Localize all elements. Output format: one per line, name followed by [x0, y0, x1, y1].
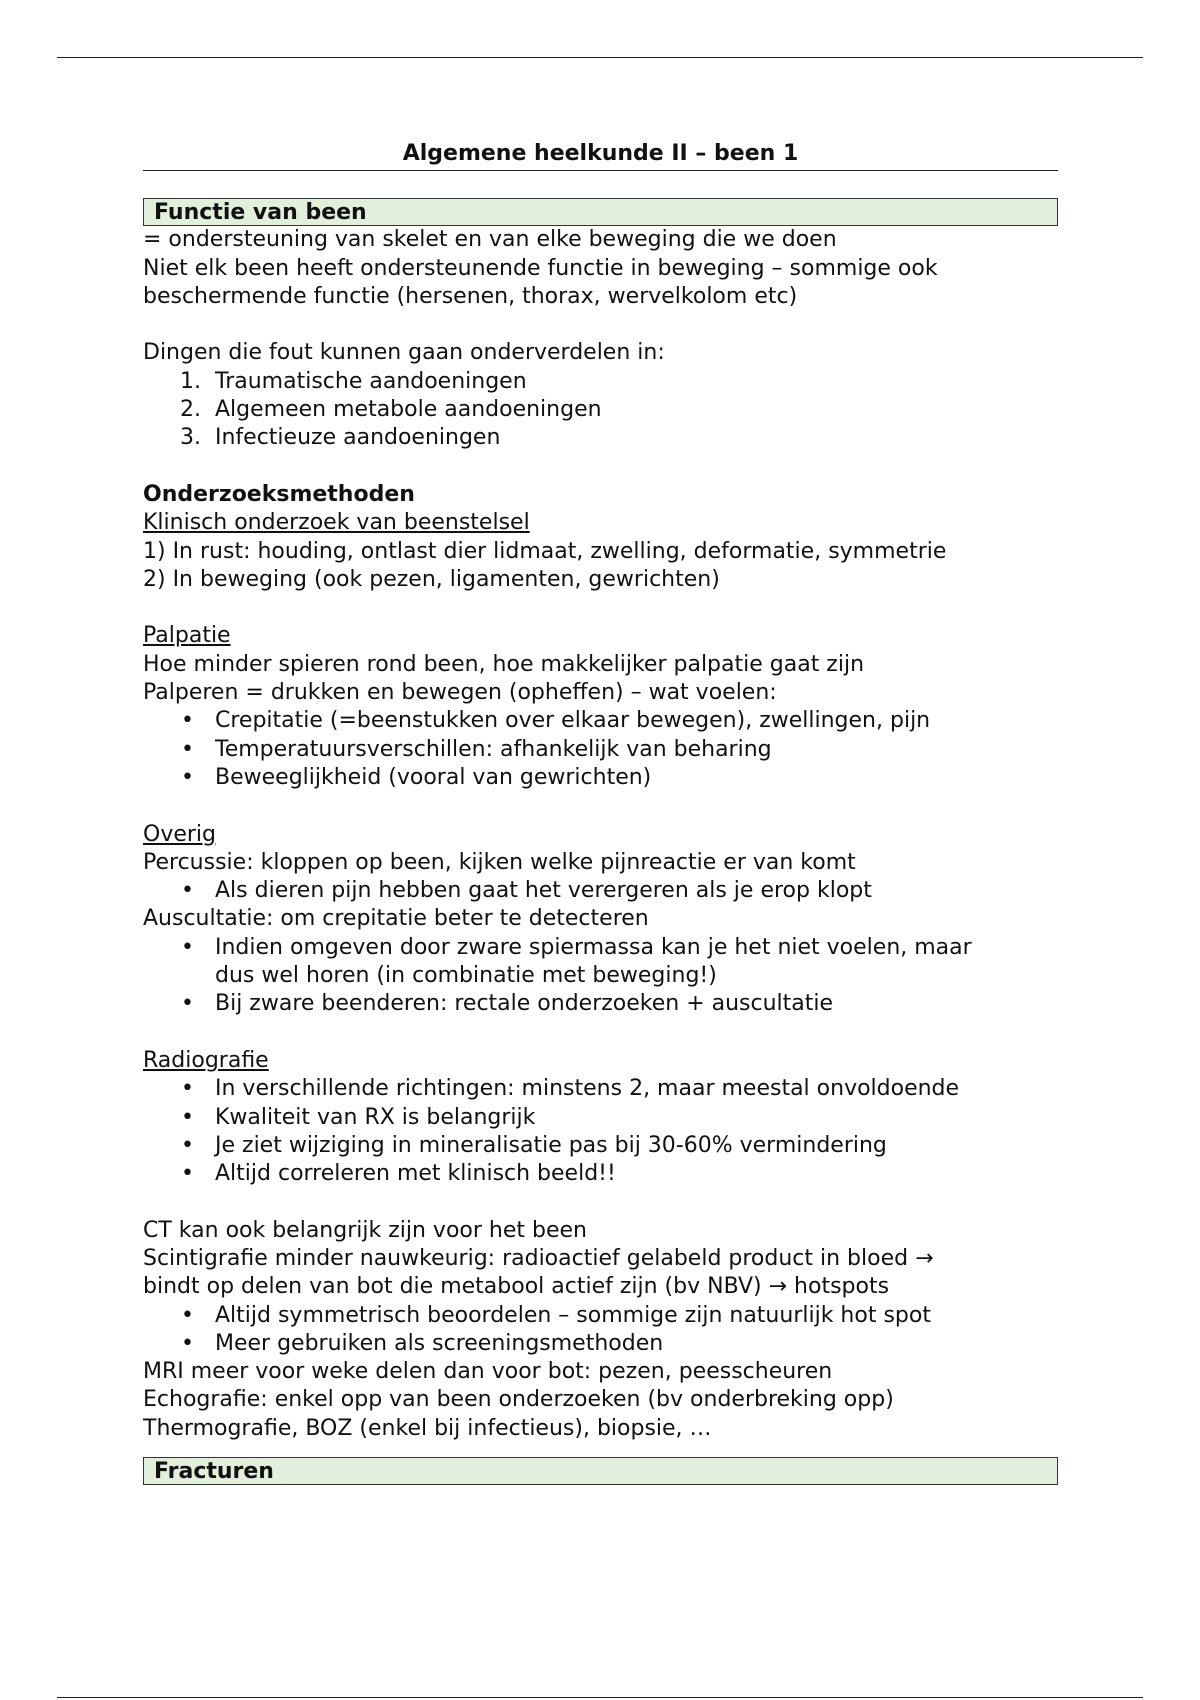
subheading-overig: Overig	[143, 821, 216, 847]
list-number: 3.	[180, 425, 201, 451]
paragraph-line: Scintigrafie minder nauwkeurig: radioactief gelabeld product in bloed →	[143, 1245, 934, 1271]
page-top-rule	[57, 57, 1143, 58]
bullet-text: In verschillende richtingen: minstens 2, maar meestal onvoldoende	[215, 1076, 960, 1102]
list-number: 2.	[180, 397, 201, 423]
section-heading-functie: Functie van been	[143, 198, 1058, 226]
section-heading-fracturen: Fracturen	[143, 1457, 1058, 1485]
bullet-icon: •	[181, 1330, 194, 1356]
list-intro: Dingen die fout kunnen gaan onderverdelen in:	[143, 340, 665, 366]
paragraph-line: Thermografie, BOZ (enkel bij infectieus), biopsie, …	[143, 1415, 712, 1441]
bullet-text: Je ziet wijziging in mineralisatie pas bij 30-60% vermindering	[215, 1132, 887, 1158]
bullet-text: Kwaliteit van RX is belangrijk	[215, 1104, 536, 1130]
bullet-item	[143, 736, 1058, 764]
bullet-icon: •	[181, 1104, 194, 1130]
bullet-icon: •	[181, 991, 194, 1017]
bullet-text: Bij zware beenderen: rectale onderzoeken + auscultatie	[215, 991, 834, 1017]
bullet-text: Crepitatie (=beenstukken over elkaar bewegen), zwellingen, pijn	[215, 708, 931, 734]
page-bottom-rule	[57, 1697, 1143, 1698]
bullet-text: Indien omgeven door zware spiermassa kan je het niet voelen, maar	[215, 934, 972, 960]
paragraph-line: CT kan ook belangrijk zijn voor het been	[143, 1217, 587, 1243]
bullet-item	[143, 1132, 1058, 1160]
bullet-icon: •	[181, 708, 194, 734]
bullet-item	[143, 990, 1058, 1018]
paragraph-line: Auscultatie: om crepitatie beter te detecteren	[143, 906, 649, 932]
bullet-item	[143, 877, 1058, 905]
list-item	[143, 424, 1058, 452]
paragraph-line: Niet elk been heeft ondersteunende functie in beweging – sommige ook	[143, 255, 938, 281]
bullet-icon: •	[181, 1161, 194, 1187]
paragraph-line: Hoe minder spieren rond been, hoe makkelijker palpatie gaat zijn	[143, 651, 865, 677]
bullet-icon: •	[181, 934, 194, 960]
subheading-palpatie: Palpatie	[143, 623, 231, 649]
paragraph-line: Echografie: enkel opp van been onderzoeken (bv onderbreking opp)	[143, 1387, 894, 1413]
bullet-text: Altijd symmetrisch beoordelen – sommige zijn natuurlijk hot spot	[215, 1302, 931, 1328]
list-item-text: Traumatische aandoeningen	[215, 368, 527, 394]
bullet-item-continuation	[143, 962, 1058, 990]
bullet-text: Als dieren pijn hebben gaat het verergeren als je erop klopt	[215, 878, 872, 904]
bullet-item	[143, 764, 1058, 792]
bullet-item	[143, 1075, 1058, 1103]
bullet-icon: •	[181, 878, 194, 904]
bullet-item	[143, 1330, 1058, 1358]
list-item	[143, 368, 1058, 396]
bullet-text: dus wel horen (in combinatie met beweging!)	[215, 963, 717, 989]
paragraph-line: bindt op delen van bot die metabool actief zijn (bv NBV) → hotspots	[143, 1274, 890, 1300]
subheading-klinisch: Klinisch onderzoek van beenstelsel	[143, 510, 530, 536]
paragraph-line: MRI meer voor weke delen dan voor bot: pezen, peesscheuren	[143, 1359, 833, 1385]
bullet-item	[143, 1104, 1058, 1132]
bullet-item	[143, 707, 1058, 735]
bullet-icon: •	[181, 1076, 194, 1102]
paragraph-line: Palperen = drukken en bewegen (opheffen) – wat voelen:	[143, 680, 777, 706]
bullet-text: Altijd correleren met klinisch beeld!!	[215, 1161, 616, 1187]
bullet-item	[143, 1160, 1058, 1188]
bullet-icon: •	[181, 1302, 194, 1328]
bullet-item	[143, 934, 1058, 962]
bullet-item	[143, 1302, 1058, 1330]
document-body	[143, 140, 1058, 1485]
bullet-icon: •	[181, 736, 194, 762]
list-item	[143, 396, 1058, 424]
paragraph-line: 2) In beweging (ook pezen, ligamenten, gewrichten)	[143, 566, 720, 592]
paragraph-line: beschermende functie (hersenen, thorax, wervelkolom etc)	[143, 283, 798, 309]
paragraph-line: 1) In rust: houding, ontlast dier lidmaat, zwelling, deformatie, symmetrie	[143, 538, 947, 564]
document-title: Algemene heelkunde II – been 1	[143, 140, 1058, 171]
section-heading-onderzoek: Onderzoeksmethoden	[143, 481, 415, 507]
paragraph-line: = ondersteuning van skelet en van elke beweging die we doen	[143, 227, 837, 253]
bullet-text: Temperatuursverschillen: afhankelijk van beharing	[215, 736, 772, 762]
list-item-text: Infectieuze aandoeningen	[215, 425, 501, 451]
bullet-text: Meer gebruiken als screeningsmethoden	[215, 1330, 664, 1356]
bullet-text: Beweeglijkheid (vooral van gewrichten)	[215, 764, 652, 790]
bullet-icon: •	[181, 1132, 194, 1158]
subheading-radiografie: Radiografie	[143, 1047, 269, 1073]
bullet-icon: •	[181, 764, 194, 790]
list-number: 1.	[180, 368, 201, 394]
paragraph-line: Percussie: kloppen op been, kijken welke pijnreactie er van komt	[143, 849, 856, 875]
list-item-text: Algemeen metabole aandoeningen	[215, 397, 602, 423]
